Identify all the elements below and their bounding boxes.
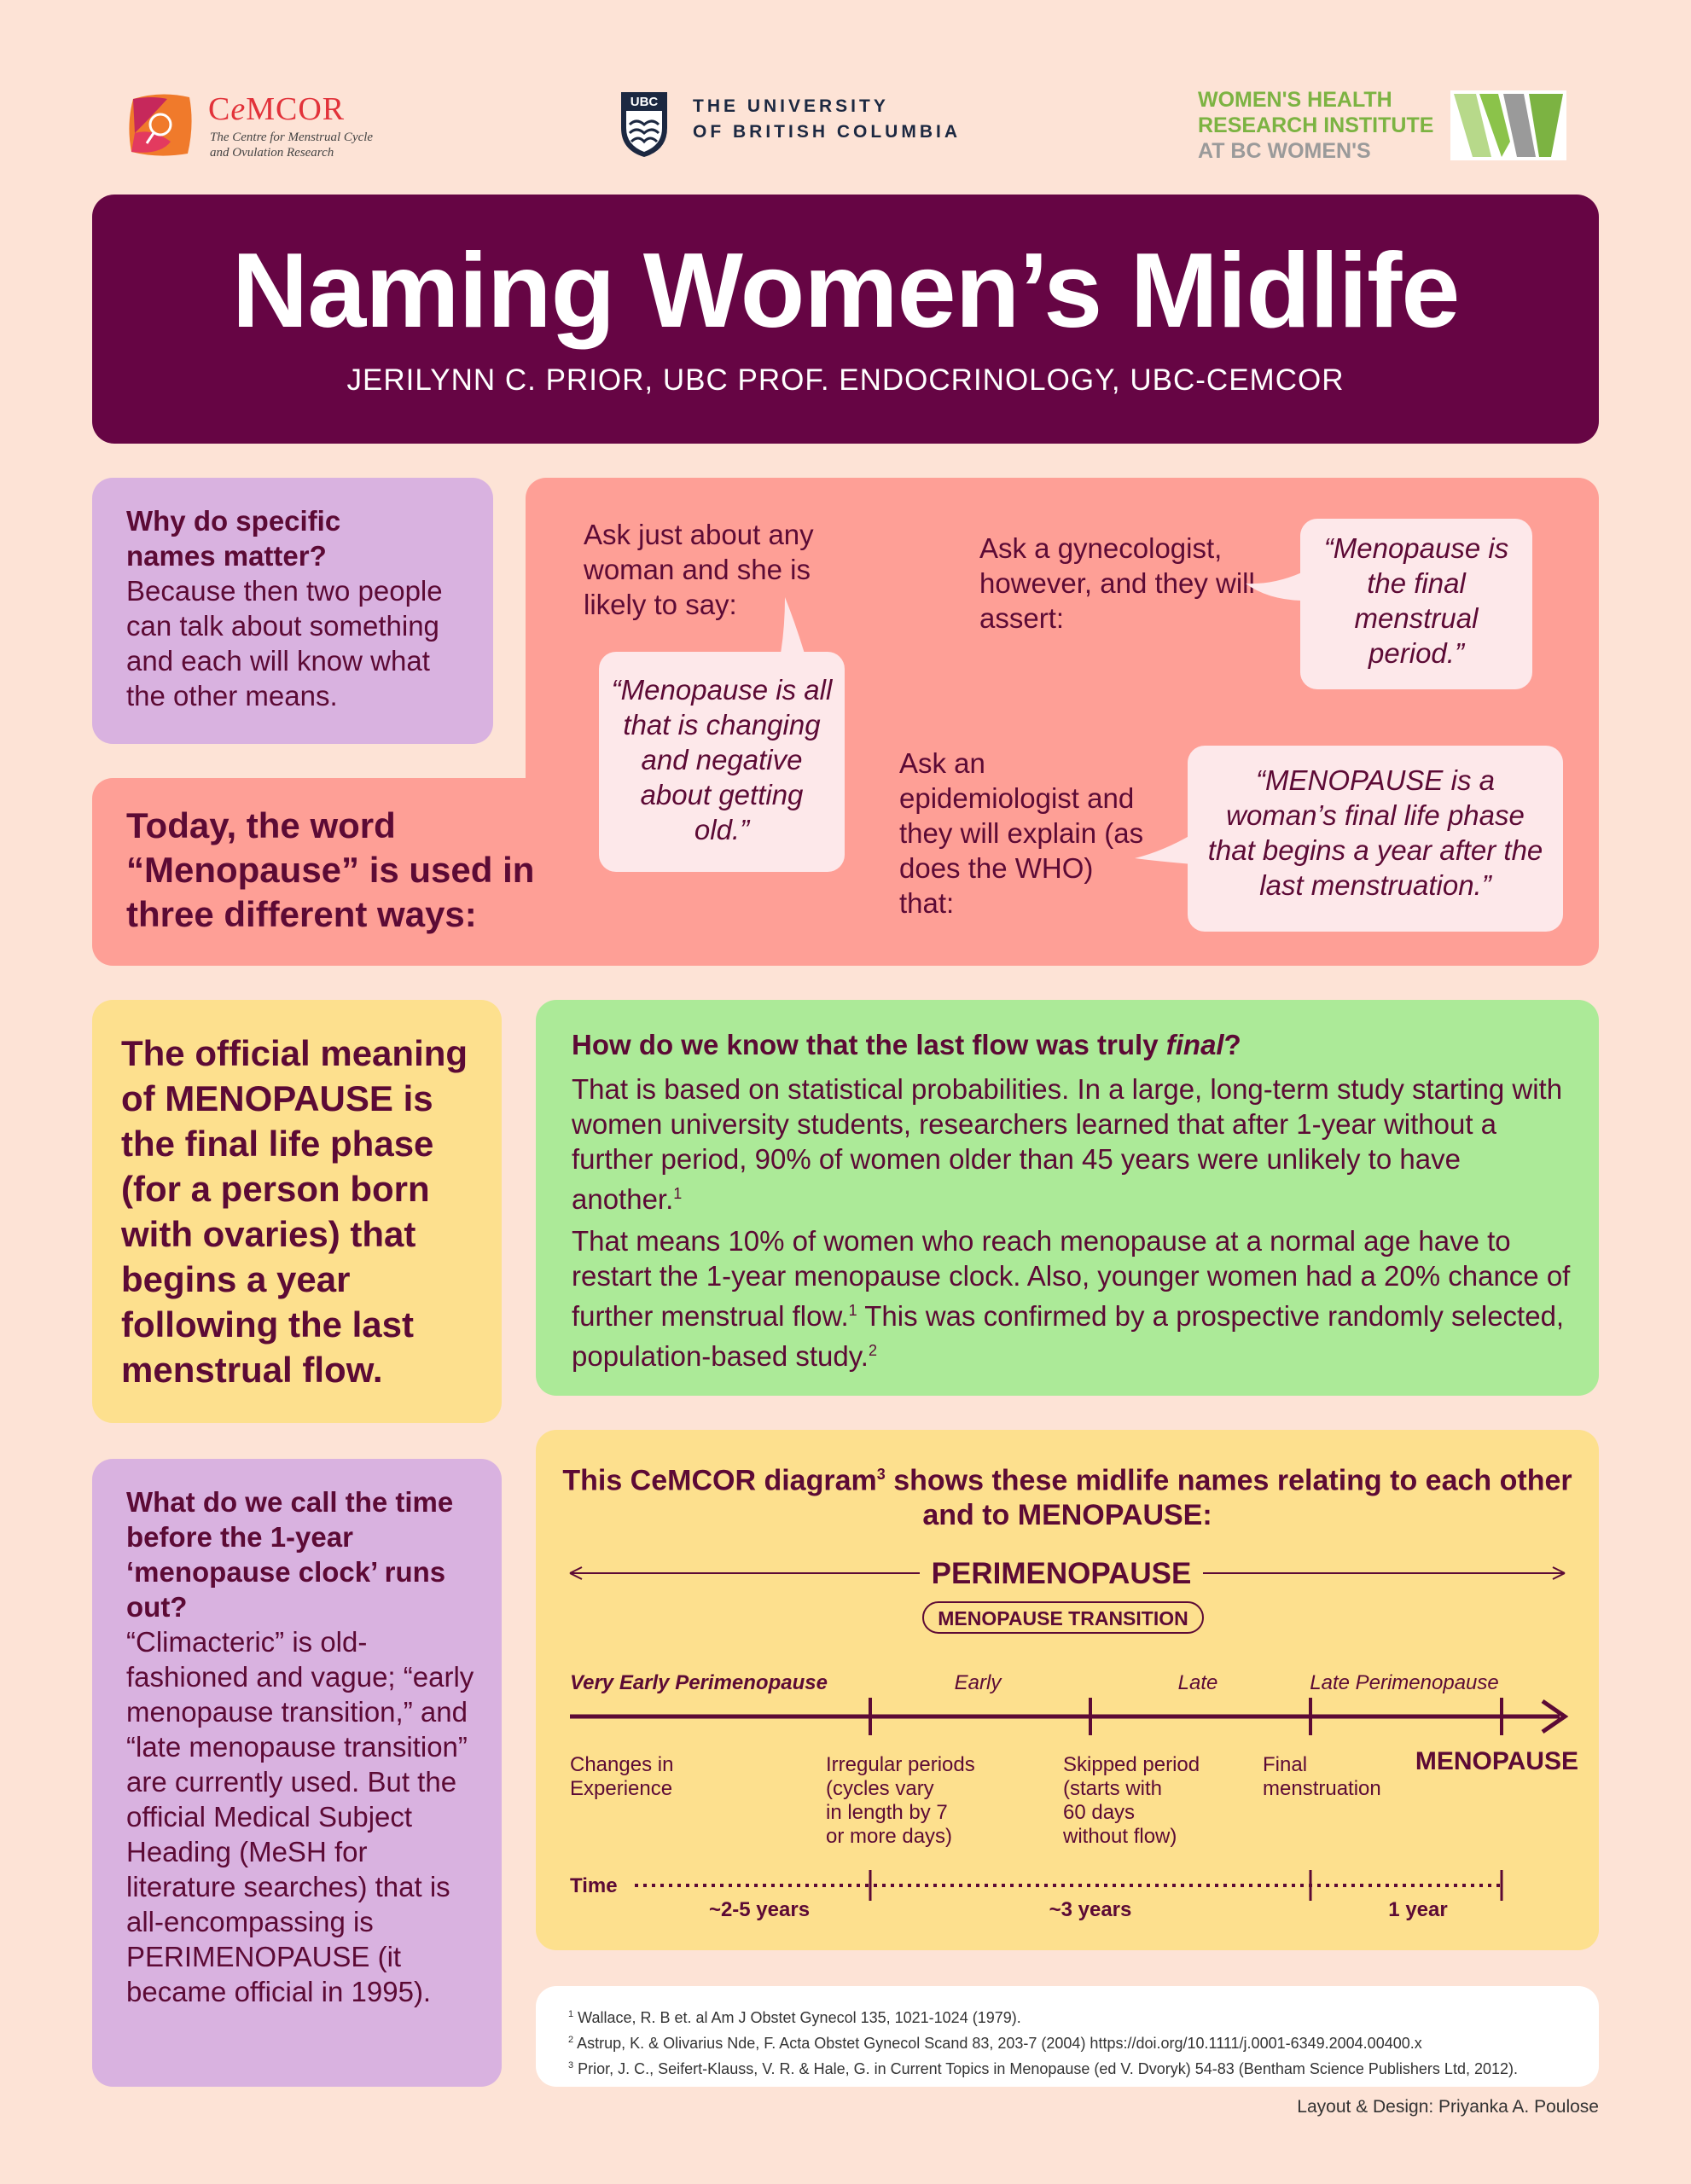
duration-1: ~2-5 years: [708, 1898, 811, 1921]
title-banner: [92, 195, 1599, 444]
final-flow-heading: How do we know that the last flow was truly final?: [572, 1029, 1241, 1060]
transition-label: MENOPAUSE TRANSITION: [938, 1607, 1188, 1629]
official-meaning-text: The official meaning of MENOPAUSE is the final life phase (for a person born with ovaries) that begins a year following the last menstrual flow.: [121, 1033, 468, 1390]
before-clock-box: [92, 1459, 502, 2087]
before-clock-body: “Climacteric” is old-fashioned and vague; “early menopause transition,” and “late menopause transition” are currently used. But the official Medical Subject Heading (MeSH for literature searches) that is all-encompassing is PERIMENOPAUSE (it became official in 1995).: [126, 1626, 474, 2007]
event-skipped-1: Skipped period: [1063, 1753, 1200, 1776]
before-clock-heading: What do we call the time before the 1-year ‘menopause clock’ runs out?: [126, 1486, 454, 1623]
why-names-heading-2: names matter?: [126, 540, 327, 572]
cemcor-logo-subtitle: The Centre for Menstrual Cycle and Ovulation Research: [210, 131, 374, 160]
event-irregular-2: (cycles vary: [826, 1777, 934, 1800]
stage-late: Late: [1177, 1671, 1218, 1694]
stage-late-peri: Late Perimenopause: [1310, 1671, 1499, 1694]
event-final-1: Final: [1263, 1753, 1308, 1776]
ubc-crest-icon: [619, 90, 669, 159]
author-line: JERILYNN C. PRIOR, UBC PROF. ENDOCRINOLOGY, UBC-CEMCOR: [346, 363, 1345, 397]
why-names-heading-1: Why do specific: [126, 505, 341, 537]
ask-gyn-text: Ask a gynecologist, however, and they will assert:: [979, 532, 1255, 634]
ask-epi-text: Ask an epidemiologist and they will explain (as does the WHO) that:: [899, 747, 1144, 919]
event-skipped-4: without flow): [1063, 1825, 1177, 1848]
stage-very-early: Very Early Perimenopause: [570, 1671, 828, 1694]
event-irregular-4: or more days): [826, 1825, 953, 1848]
timeline-diagram: [536, 1430, 1599, 1950]
reference-3: $^3$ Prior, J. C., Seifert-Klauss, V. R. & Hale, G. in Current Topics in Menopause (ed V. Dvoryk) 54-83 (Bentham Science Publishers Ltd, 2012).: [568, 2060, 1518, 2077]
stage-early: Early: [954, 1671, 1002, 1694]
event-final-2: menstruation: [1263, 1777, 1381, 1800]
design-credit: Layout & Design: Priyanka A. Poulose: [1297, 2097, 1599, 2117]
time-label: Time: [570, 1874, 618, 1897]
ubc-logo-text: THE UNIVERSITY OF BRITISH COLUMBIA: [693, 96, 961, 142]
event-skipped-3: 60 days: [1063, 1801, 1136, 1824]
whri-logo-text: WOMEN'S HEALTH RESEARCH INSTITUTE AT BC WOMEN'S: [1198, 88, 1434, 163]
menopause-label: MENOPAUSE: [1415, 1747, 1578, 1775]
why-names-box: [92, 478, 493, 744]
quote-epi-bubble: “MENOPAUSE is a woman’s final life phase that begins a year after the last menstruation.”: [1188, 746, 1563, 932]
references-box: [536, 1986, 1599, 2087]
final-flow-paragraph-1: That is based on statistical probabilities. In a large, long-term study starting with women university students, researchers learned that after 1-year without a further period, 90% of women older than 45 years were unlikely to have another.$^1$: [572, 1073, 1563, 1215]
ask-woman-text: Ask just about any woman and she is likely to say:: [584, 519, 814, 620]
reference-2: $^2$ Astrup, K. & Olivarius Nde, F. Acta Obstet Gynecol Scand 83, 203-7 (2004) https://doi.org/10.1111/j.0001-6349.2004.00400.x: [568, 2035, 1422, 2052]
event-skipped-2: (starts with: [1063, 1777, 1163, 1800]
perimenopause-label: PERIMENOPAUSE: [931, 1557, 1192, 1590]
official-meaning-box: [92, 1000, 502, 1423]
event-changes-2: Experience: [570, 1777, 673, 1800]
whri-w-logo-icon: [1450, 90, 1566, 160]
quote-gyn-bubble: “Menopause is the final menstrual period.”: [1300, 519, 1532, 689]
three-ways-heading: Today, the word “Menopause” is used in three different ways:: [126, 805, 535, 934]
event-irregular-3: in length by 7: [826, 1801, 948, 1824]
quote-woman-bubble: “Menopause is all that is changing and negative about getting old.”: [599, 652, 845, 872]
event-irregular-1: Irregular periods: [826, 1753, 975, 1776]
why-names-body: Because then two people can talk about something and each will know what the other means.: [126, 575, 443, 712]
final-flow-paragraph-2: That means 10% of women who reach menopause at a normal age have to restart the 1-year menopause clock. Also, younger women had a 20% chance of further menstrual flow.$^1$ This was confirmed by a prospective randomly selected, population-based study.$^2$: [572, 1225, 1571, 1372]
cemcor-logo-text: CeMCOR: [208, 91, 346, 127]
page-title: Naming Women’s Midlife: [231, 232, 1460, 350]
final-flow-box: [536, 1000, 1599, 1396]
duration-2: ~3 years: [1049, 1898, 1132, 1921]
duration-3: 1 year: [1388, 1898, 1448, 1921]
diagram-title: This CeMCOR diagram$^3$ shows these midlife names relating to each other and to MENOPAUSE:: [562, 1464, 1572, 1532]
reference-1: $^1$ Wallace, R. B et. al Am J Obstet Gynecol 135, 1021-1024 (1979).: [568, 2009, 1021, 2026]
cemcor-logo-icon: [126, 90, 195, 159]
ubc-crest-label: UBC: [630, 95, 659, 109]
event-changes-1: Changes in: [570, 1753, 674, 1776]
